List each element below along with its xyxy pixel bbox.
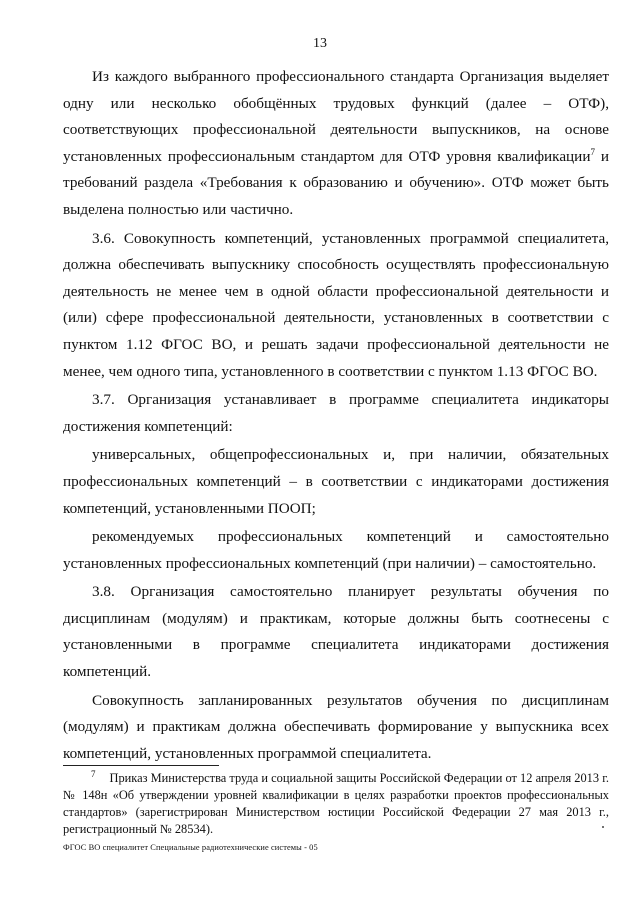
- paragraph-otf-selection: [63, 64, 609, 224]
- footnote-text: Приказ Министерства труда и социальной защиты Российской Федерации от 12 апреля 2013 г. № 148н «Об утверждении уровней квалификации в целях разработки проектов профессиональных стандартов» (зарегистрирован Министерством юстиции Российской Федерации 27 мая 2013 г., регистрационный № 28534).: [63, 771, 609, 836]
- document-body: [63, 64, 609, 767]
- paragraph-universal-competencies: универсальных, общепрофессиональных и, при наличии, обязательных профессиональных компетенций – в соответствии с индикаторами достижения компетенций, установленными ПООП;: [63, 446, 609, 517]
- paragraph-recommended-competencies: рекомендуемых профессиональных компетенций и самостоятельно установленных профессиональных компетенций (при наличии) – самостоятельно.: [63, 528, 609, 572]
- page-footer: ФГОС ВО специалитет Специальные радиотехнические системы - 05: [63, 843, 318, 852]
- scan-speck: [602, 826, 604, 828]
- footnote: [63, 770, 609, 838]
- page-number: 13: [313, 36, 327, 51]
- paragraph-text: и требований раздела «Требования к образованию и обучению». ОТФ может быть выделена полностью или частично.: [63, 147, 609, 218]
- paragraph-learning-outcomes: Совокупность запланированных результатов обучения по дисциплинам (модулям) и практикам должна обеспечивать формирование у выпускника всех компетенций, установленных программой специалитета.: [63, 691, 609, 762]
- paragraph-text: Из каждого выбранного профессионального стандарта Организация выделяет одну или несколько обобщённых трудовых функций (далее – ОТФ), соответствующих профессиональной деятельности выпускников, на основе установленных профессиональным стандартом для ОТФ уровня квалификации: [63, 68, 609, 165]
- footnote-divider: [63, 765, 219, 766]
- paragraph-3-8: 3.8. Организация самостоятельно планирует результаты обучения по дисциплинам (модулям) и практикам, которые должны быть соотнесены с установленными в программе специалитета индикаторами достижения компетенций.: [63, 583, 609, 681]
- paragraph-3-6: 3.6. Совокупность компетенций, установленных программой специалитета, должна обеспечивать выпускнику способность осуществлять профессиональную деятельность не менее чем в одной области профессиональной деятельности и (или) сфере профессиональной деятельности, установленных в соответствии с пунктом 1.12 ФГОС ВО, и решать задачи профессиональной деятельности не менее, чем одного типа, установленного в соответствии с пунктом 1.13 ФГОС ВО.: [63, 229, 609, 380]
- paragraph-3-7: 3.7. Организация устанавливает в программе специалитета индикаторы достижения компетенций:: [63, 391, 609, 435]
- footnote-reference[interactable]: 7: [590, 146, 595, 157]
- footnote-mark: 7: [91, 768, 96, 779]
